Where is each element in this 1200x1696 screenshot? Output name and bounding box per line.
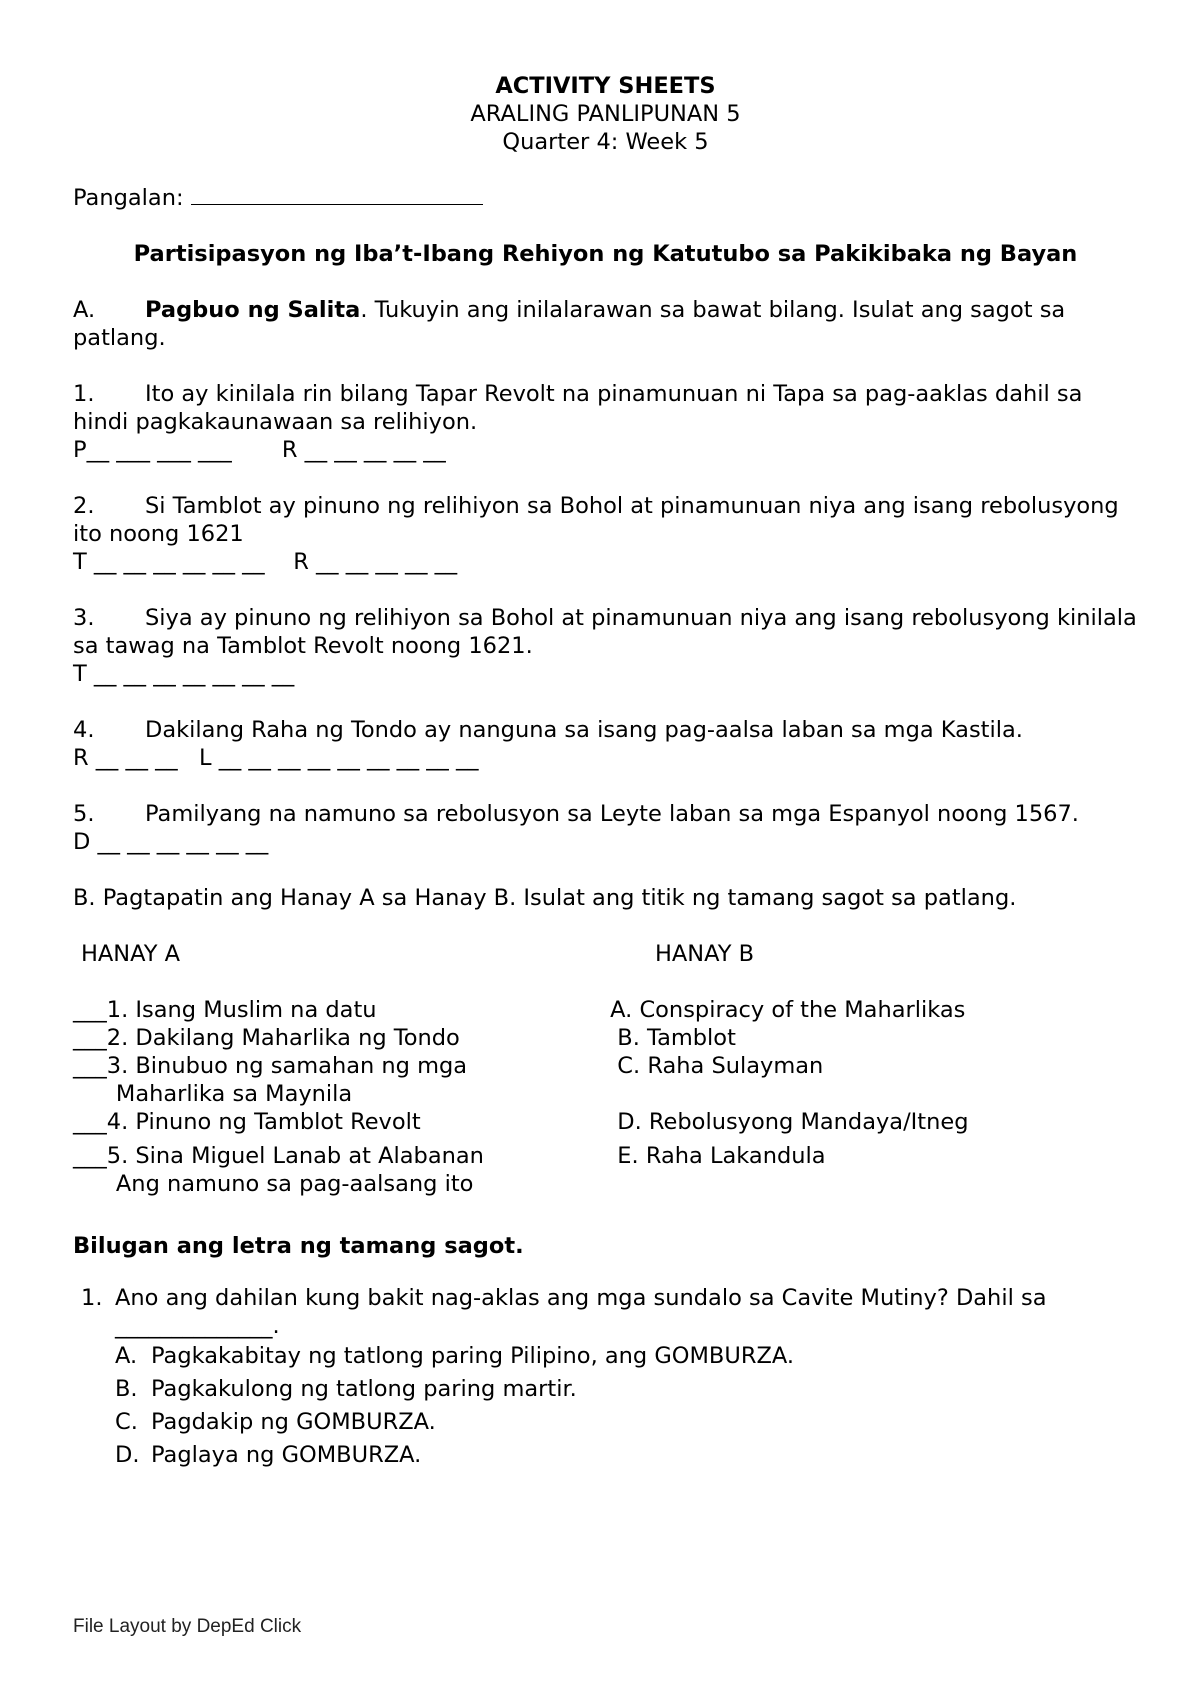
answer-blanks[interactable]: R __ __ __ L __ __ __ __ __ __ __ __ __: [73, 745, 479, 771]
question: [73, 1284, 1138, 1340]
hanay-b-item: A. Conspiracy of the Maharlikas: [603, 997, 966, 1023]
list-item: [73, 380, 1138, 464]
section-a-letter: A.: [73, 297, 96, 323]
table-row: [73, 1170, 1138, 1198]
hanay-a-item-continued: Ang namuno sa pag-aalsang ito: [73, 1171, 474, 1197]
table-row: [73, 1142, 1138, 1170]
table-row: [73, 996, 1138, 1024]
list-item: [73, 604, 1138, 688]
hanay-b-label: HANAY B: [655, 941, 755, 967]
hanay-b-item: B. Tamblot: [603, 1025, 736, 1051]
question-number: 1.: [81, 1285, 103, 1311]
list-item: [73, 800, 1138, 856]
option-letter: C.: [115, 1409, 138, 1435]
item-text: Ito ay kinilala rin bilang Tapar Revolt na pinamunuan ni Tapa sa pag-aaklas dahil sa hindi pagkakaunawaan sa relihiyon.: [73, 381, 1083, 435]
option-text: Pagdakip ng GOMBURZA.: [151, 1409, 436, 1435]
option-text: Pagkakabitay ng tatlong paring Pilipino, ang GOMBURZA.: [151, 1343, 795, 1369]
choice-option[interactable]: [73, 1406, 1138, 1439]
question-text: Ano ang dahilan kung bakit nag-aklas ang mga sundalo sa Cavite Mutiny? Dahil sa: [115, 1285, 1047, 1311]
item-number: 5.: [73, 801, 95, 827]
table-row: [73, 1108, 1138, 1142]
table-row: [73, 1024, 1138, 1052]
item-text: Siya ay pinuno ng relihiyon sa Bohol at pinamunuan niya ang isang rebolusyong kinilala sa tawag na Tamblot Revolt noong 1621.: [73, 605, 1137, 659]
hanay-b-item: E. Raha Lakandula: [603, 1143, 826, 1169]
list-item: [73, 492, 1138, 576]
question-blank[interactable]: ______________.: [115, 1313, 280, 1339]
hanay-b-item: C. Raha Sulayman: [603, 1053, 824, 1079]
item-number: 4.: [73, 717, 95, 743]
option-letter: A.: [115, 1343, 138, 1369]
hanay-a-item-continued: Maharlika sa Maynila: [73, 1081, 353, 1107]
section-a-text: . Tukuyin ang inilalarawan sa bawat bilang. Isulat ang sagot sa patlang.: [73, 297, 1066, 351]
hanay-header: [73, 940, 1138, 968]
item-number: 1.: [73, 381, 95, 407]
hanay-a-item[interactable]: ___5. Sina Miguel Lanab at Alabanan: [73, 1143, 484, 1169]
name-label: Pangalan:: [73, 185, 184, 211]
option-letter: D.: [115, 1442, 140, 1468]
hanay-a-item[interactable]: ___3. Binubuo ng samahan ng mga: [73, 1053, 468, 1079]
hanay-a-label: HANAY A: [81, 941, 181, 967]
hanay-a-item[interactable]: ___2. Dakilang Maharlika ng Tondo: [73, 1025, 460, 1051]
answer-blanks[interactable]: P__ ___ ___ ___ R __ __ __ __ __: [73, 437, 446, 463]
hanay-a-item[interactable]: ___1. Isang Muslim na datu: [73, 997, 377, 1023]
quarter-label: Quarter 4: Week 5: [502, 129, 709, 155]
page-title: ACTIVITY SHEETS: [495, 73, 716, 99]
choice-option[interactable]: [73, 1439, 1138, 1472]
choice-option[interactable]: [73, 1373, 1138, 1406]
item-text: Pamilyang na namuno sa rebolusyon sa Leyte laban sa mga Espanyol noong 1567.: [145, 801, 1079, 827]
page-footer: File Layout by DepEd Click: [73, 1616, 302, 1637]
table-row: [73, 1052, 1138, 1080]
section-b-instruction: B. Pagtapatin ang Hanay A sa Hanay B. Isulat ang titik ng tamang sagot sa patlang.: [73, 885, 1017, 911]
item-text: Si Tamblot ay pinuno ng relihiyon sa Bohol at pinamunuan niya ang isang rebolusyong ito noong 1621: [73, 493, 1119, 547]
option-letter: B.: [115, 1376, 138, 1402]
matching-table: [73, 996, 1138, 1198]
item-text: Dakilang Raha ng Tondo ay nanguna sa isang pag-aalsa laban sa mga Kastila.: [145, 717, 1023, 743]
answer-blanks[interactable]: T __ __ __ __ __ __ __: [73, 661, 295, 687]
list-item: [73, 716, 1138, 772]
activity-sheet-page: [73, 72, 1138, 1472]
subject-label: ARALING PANLIPUNAN 5: [470, 101, 741, 127]
section-c-instruction: Bilugan ang letra ng tamang sagot.: [73, 1233, 524, 1259]
name-field[interactable]: [191, 184, 483, 205]
item-number: 2.: [73, 493, 95, 519]
option-text: Paglaya ng GOMBURZA.: [151, 1442, 422, 1468]
answer-blanks[interactable]: D __ __ __ __ __ __: [73, 829, 269, 855]
item-number: 3.: [73, 605, 95, 631]
choice-option[interactable]: [73, 1340, 1138, 1373]
name-row: [73, 184, 1138, 212]
option-text: Pagkakulong ng tatlong paring martir.: [151, 1376, 577, 1402]
answer-blanks[interactable]: T __ __ __ __ __ __ R __ __ __ __ __: [73, 549, 458, 575]
section-a-title: Pagbuo ng Salita: [145, 297, 361, 323]
main-heading: Partisipasyon ng Iba’t-Ibang Rehiyon ng Katutubo sa Pakikibaka ng Bayan: [133, 241, 1078, 267]
multiple-choice-question: [73, 1284, 1138, 1472]
hanay-b-item: D. Rebolusyong Mandaya/Itneg: [603, 1109, 969, 1135]
table-row: [73, 1080, 1138, 1108]
section-a-instruction: [73, 296, 1138, 352]
hanay-a-item[interactable]: ___4. Pinuno ng Tamblot Revolt: [73, 1109, 421, 1135]
